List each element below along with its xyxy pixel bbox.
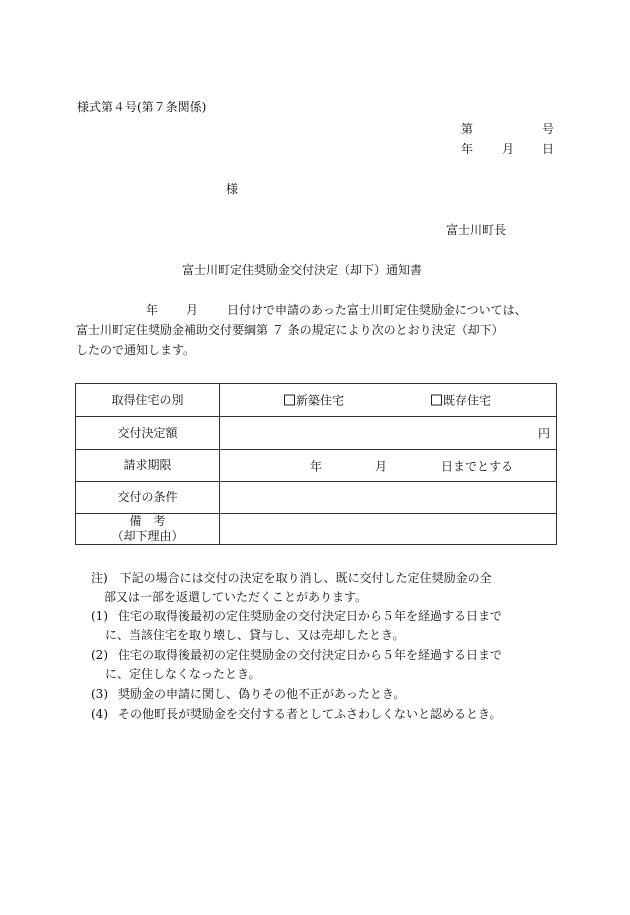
grant-conditions-label: 交付の条件 [76, 482, 220, 514]
option-existing-housing[interactable] [431, 392, 491, 409]
note-item-1-line-1: 住宅の取得後最初の定住奨励金の交付決定日から５年を経過する日まで [118, 609, 503, 623]
claim-deadline-cell[interactable] [220, 450, 557, 482]
body-line-2: 富士川町定住奨励金補助交付要綱第 ７ 条の規定により次のとおり決定（却下） [76, 323, 504, 337]
new-housing-label: 新築住宅 [296, 393, 345, 408]
body-date-month: 月 [186, 303, 199, 317]
document-title: 富士川町定住奨励金交付決定（却下）通知書 [182, 263, 423, 277]
option-new-housing[interactable] [284, 392, 344, 409]
note-item-2-number: (2) [91, 648, 108, 662]
note-intro-line-1: 注) 下記の場合には交付の決定を取り消し、既に交付した定住奨励金の全 [91, 571, 492, 585]
existing-housing-label: 既存住宅 [443, 393, 492, 408]
yen-unit: 円 [537, 426, 550, 441]
body-line-3: したので通知します。 [76, 343, 196, 357]
date-month: 月 [502, 142, 515, 156]
note-item-4-line-1: その他町長が奨励金を交付する者としてふさわしくないと認めるとき。 [118, 707, 502, 721]
remarks-cell[interactable] [220, 514, 557, 545]
date-year: 年 [461, 142, 474, 156]
note-item-1-line-2: に、当該住宅を取り壊し、貸与し、又は売却したとき。 [105, 628, 405, 642]
remarks-label [76, 514, 220, 545]
date-day: 日 [542, 142, 555, 156]
table-row-housing-type [76, 384, 557, 417]
housing-type-options [220, 384, 557, 417]
deadline-month: 月 [375, 459, 388, 473]
form-reference: 様式第４号(第７条関係) [77, 100, 207, 114]
table-row-deadline [76, 450, 557, 482]
grant-conditions-cell[interactable] [220, 482, 557, 514]
table-row-remarks [76, 514, 557, 545]
document-number-label: 第 [461, 122, 474, 136]
note-item-4-number: (4) [91, 707, 108, 721]
note-item-2-line-1: 住宅の取得後最初の定住奨励金の交付決定日から５年を経過する日まで [118, 648, 503, 662]
table-row-amount [76, 417, 557, 450]
note-item-2-line-2: に、定住しなくなったとき。 [105, 667, 261, 681]
note-intro-line-2: 部又は一部を返還していただくことがあります。 [104, 590, 368, 604]
body-line-1: 日付けで申請のあった富士川町定住奨励金については、 [227, 303, 527, 317]
issuer-name: 富士川町長 [446, 223, 507, 237]
note-item-3-line-1: 奨励金の申請に関し、偽りその他不正があったとき。 [118, 687, 406, 701]
remarks-label-line-1: 備 考 [129, 514, 166, 528]
decision-table [75, 383, 557, 545]
deadline-day-suffix: 日までとする [441, 459, 514, 473]
housing-type-label: 取得住宅の別 [76, 384, 220, 417]
claim-deadline-label: 請求期限 [76, 450, 220, 482]
table-row-conditions [76, 482, 557, 514]
deadline-year: 年 [310, 459, 323, 473]
grant-amount-label: 交付決定額 [76, 417, 220, 450]
new-housing-checkbox[interactable] [284, 395, 295, 406]
recipient-honorific: 様 [226, 182, 239, 196]
note-item-1-number: (1) [91, 609, 108, 623]
existing-housing-checkbox[interactable] [431, 395, 442, 406]
document-number-suffix: 号 [542, 122, 555, 136]
remarks-label-line-2: （却下理由） [111, 529, 184, 543]
note-item-3-number: (3) [91, 687, 108, 701]
body-date-year: 年 [146, 303, 159, 317]
grant-amount-cell[interactable] [220, 417, 557, 450]
